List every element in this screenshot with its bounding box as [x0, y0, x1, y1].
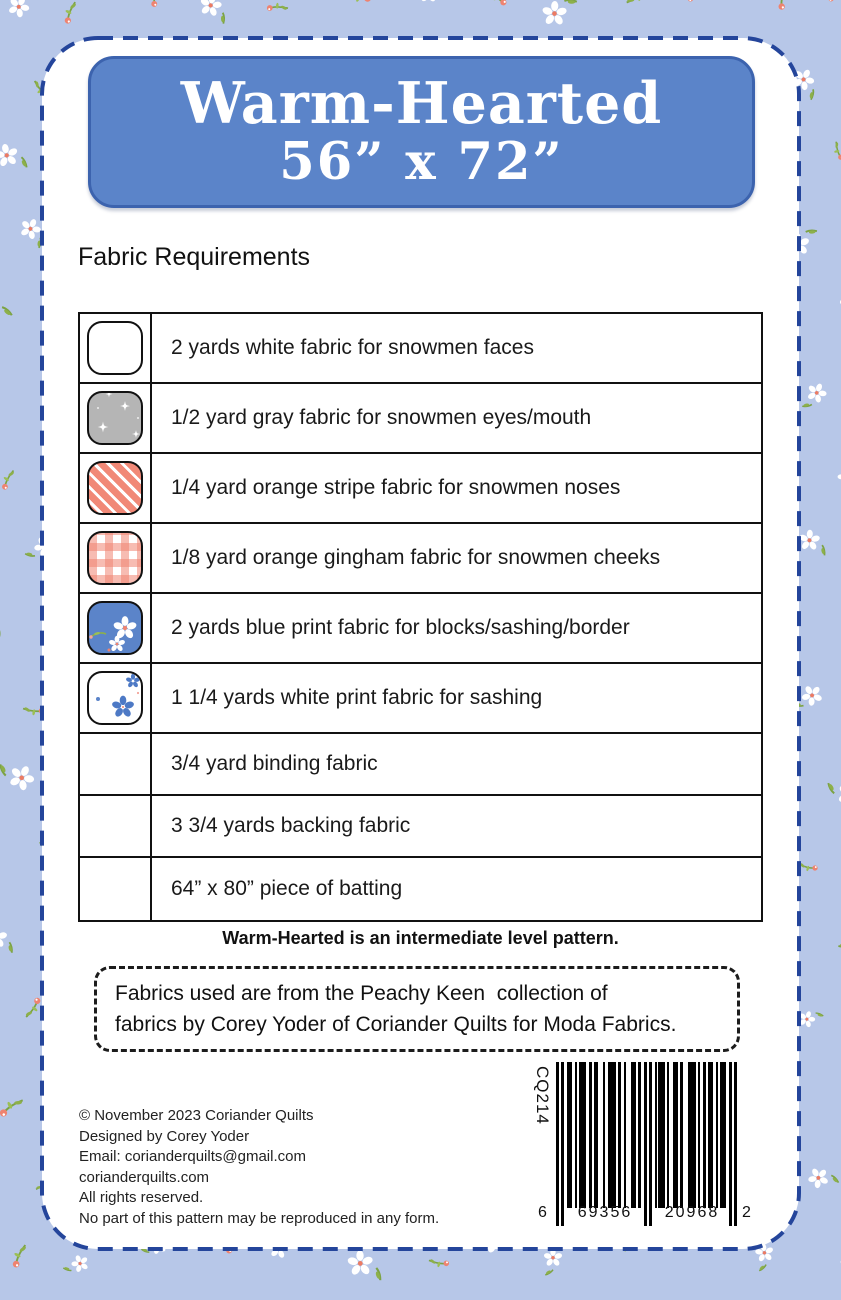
barcode-bar	[658, 1062, 665, 1208]
table-row	[80, 524, 761, 594]
barcode-bar	[729, 1062, 732, 1226]
barcode-digit-group: 20968	[664, 1204, 720, 1221]
fabric-description: 2 yards blue print fabric for blocks/sashing/border	[171, 616, 630, 639]
swatch-cell	[80, 858, 152, 920]
swatch-cell	[80, 734, 152, 794]
table-row	[80, 314, 761, 384]
fabric-description: 2 yards white fabric for snowmen faces	[171, 336, 534, 359]
barcode-bar	[698, 1062, 700, 1208]
copyright-line: corianderquilts.com	[79, 1168, 210, 1186]
barcode-bar	[680, 1062, 683, 1208]
pattern-size: 56” x 72”	[279, 131, 564, 192]
fabric-swatch	[87, 531, 143, 585]
barcode-bar	[561, 1062, 564, 1226]
barcode-bar	[624, 1062, 626, 1208]
copyright-line: © November 2023 Coriander Quilts	[79, 1107, 314, 1124]
barcode-bar	[608, 1062, 616, 1208]
swatch-cell	[80, 664, 152, 732]
fabric-swatch	[87, 671, 143, 725]
collection-note-line: fabrics by Corey Yoder of Coriander Quilts for Moda Fabrics.	[115, 1013, 677, 1036]
swatch-cell	[80, 314, 152, 382]
barcode-bar	[720, 1062, 726, 1208]
barcode-bar	[649, 1062, 652, 1226]
barcode-bar	[716, 1062, 718, 1208]
barcode-bar	[603, 1062, 605, 1208]
table-row	[80, 594, 761, 664]
fabric-description: 3 3/4 yards backing fabric	[171, 814, 411, 837]
barcode-bar	[638, 1062, 641, 1208]
swatch-cell	[80, 796, 152, 856]
barcode-bars	[556, 1062, 737, 1226]
barcode-digit-group: 6	[538, 1204, 547, 1221]
barcode-bar	[673, 1062, 678, 1208]
swatch-cell	[80, 524, 152, 592]
title-banner	[88, 56, 755, 208]
fabric-table	[78, 312, 763, 922]
fabric-requirements-heading: Fabric Requirements	[78, 243, 311, 271]
barcode	[518, 1056, 803, 1231]
barcode-bar	[688, 1062, 696, 1208]
swatch-cell	[80, 594, 152, 662]
fabric-description: 1/8 yard orange gingham fabric for snowmen cheeks	[171, 546, 661, 569]
level-note: Warm-Hearted is an intermediate level pattern.	[222, 928, 619, 948]
collection-note-line: Fabrics used are from the Peachy Keen collection of	[115, 982, 608, 1005]
pattern-title: Warm-Hearted	[180, 70, 663, 138]
barcode-bar	[708, 1062, 713, 1208]
table-row	[80, 858, 761, 920]
fabric-swatch	[87, 391, 143, 445]
fabric-description: 1 1/4 yards white print fabric for sashing	[171, 686, 543, 709]
barcode-bar	[631, 1062, 636, 1208]
barcode-digit-group: 69356	[577, 1204, 633, 1221]
fabric-swatch	[87, 461, 143, 515]
copyright-line: Designed by Corey Yoder	[79, 1127, 250, 1145]
barcode-bar	[556, 1062, 559, 1226]
table-row	[80, 454, 761, 524]
table-row	[80, 384, 761, 454]
barcode-bar	[667, 1062, 669, 1208]
barcode-bar	[618, 1062, 621, 1208]
barcode-bar	[644, 1062, 647, 1226]
swatch-cell	[80, 384, 152, 452]
barcode-bar	[567, 1062, 572, 1208]
barcode-bar	[655, 1062, 657, 1208]
barcode-bar	[703, 1062, 706, 1208]
copyright-line: All rights reserved.	[79, 1189, 204, 1206]
table-row	[80, 734, 761, 796]
copyright-line: No part of this pattern may be reproduced in any form.	[79, 1209, 440, 1227]
barcode-sku: CQ214	[533, 1066, 552, 1125]
fabric-description: 3/4 yard binding fabric	[171, 752, 378, 775]
copyright-line: Email: corianderquilts@gmail.com	[79, 1148, 306, 1165]
copyright-block	[79, 1106, 439, 1229]
fabric-description: 1/4 yard orange stripe fabric for snowmen noses	[171, 476, 621, 499]
barcode-bar	[734, 1062, 737, 1226]
fabric-swatch	[87, 601, 143, 655]
barcode-digit-group: 2	[742, 1204, 751, 1221]
table-row	[80, 796, 761, 858]
collection-note-box	[94, 966, 740, 1052]
fabric-description: 1/2 yard gray fabric for snowmen eyes/mouth	[171, 406, 592, 429]
fabric-description: 64” x 80” piece of batting	[171, 877, 403, 900]
barcode-bar	[575, 1062, 577, 1208]
barcode-bar	[589, 1062, 592, 1208]
swatch-cell	[80, 454, 152, 522]
fabric-swatch	[87, 321, 143, 375]
table-row	[80, 664, 761, 734]
barcode-bar	[594, 1062, 598, 1208]
barcode-bar	[579, 1062, 586, 1208]
